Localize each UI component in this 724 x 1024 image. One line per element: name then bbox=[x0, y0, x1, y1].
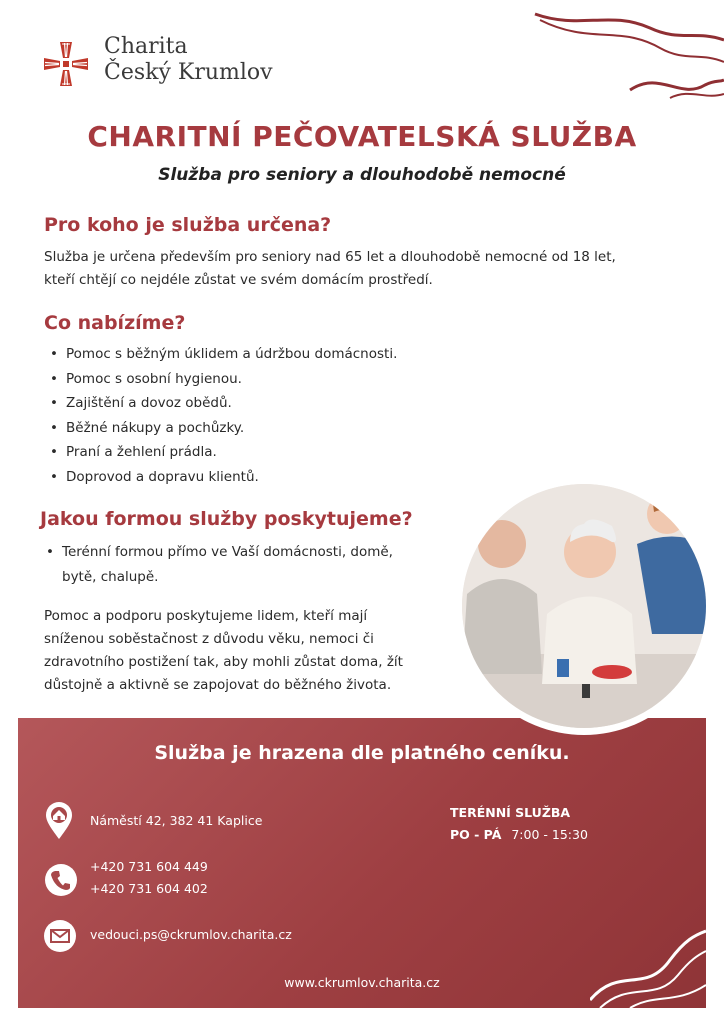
logo-text bbox=[104, 34, 273, 86]
email-icon-bg bbox=[44, 920, 76, 952]
envelope-icon bbox=[44, 920, 76, 952]
logo-line-2: Český Krumlov bbox=[104, 60, 273, 85]
list-item: • Pomoc s běžným úklidem a údržbou domácnosti. bbox=[50, 346, 398, 362]
support-line: Pomoc a podporu poskytujeme lidem, kteří mají bbox=[44, 608, 368, 624]
page-subtitle: Služba pro seniory a dlouhodobě nemocné bbox=[158, 165, 566, 185]
target-group-line: kteří chtějí co nejdéle zůstat ve svém domácím prostředí. bbox=[44, 272, 433, 288]
section-heading-form: Jakou formou služby poskytujeme? bbox=[40, 508, 413, 530]
target-group-line: Služba je určena především pro seniory nad 65 let a dlouhodobě nemocné od 18 let, bbox=[44, 249, 616, 265]
page-title: CHARITNÍ PEČOVATELSKÁ SLUŽBA bbox=[87, 120, 637, 153]
list-item: • Praní a žehlení prádla. bbox=[50, 444, 217, 461]
service-label: TERÉNNÍ SLUŽBA bbox=[450, 805, 571, 820]
phone-icon bbox=[45, 864, 77, 896]
list-item: • Pomoc s osobní hygienou. bbox=[50, 370, 242, 387]
website-link[interactable]: www.ckrumlov.charita.cz bbox=[284, 975, 440, 990]
support-line: důstojně a aktivně se zapojovat do běžného života. bbox=[44, 677, 392, 693]
section-heading-target-group: Pro koho je služba určena? bbox=[44, 214, 332, 236]
form-list bbox=[42, 540, 442, 589]
decorative-swirl bbox=[520, 0, 724, 110]
email-link[interactable]: vedouci.ps@ckrumlov.charita.cz bbox=[90, 927, 292, 942]
charita-cross-icon bbox=[42, 40, 90, 88]
list-item: • Běžné nákupy a pochůzky. bbox=[50, 419, 245, 436]
address-text: Náměstí 42, 382 41 Kaplice bbox=[90, 813, 263, 828]
support-line: zdravotního postižení tak, aby mohli zůstat doma, žít bbox=[44, 654, 403, 670]
target-group-text bbox=[44, 246, 684, 292]
logo-line-1: Charita bbox=[104, 34, 188, 59]
service-days: PO - PÁ bbox=[450, 827, 502, 842]
phone-link[interactable]: +420 731 604 449 bbox=[90, 859, 208, 874]
home-location-pin-icon bbox=[44, 802, 74, 840]
phone-numbers bbox=[90, 856, 208, 900]
seniors-illustration bbox=[462, 484, 706, 728]
decorative-swirl-bottom bbox=[590, 905, 706, 1008]
list-item: • Zajištění a dovoz obědů. bbox=[50, 395, 232, 412]
support-paragraph bbox=[44, 605, 464, 697]
pricing-note: Služba je hrazena dle platného ceníku. bbox=[154, 742, 570, 764]
offer-list bbox=[46, 342, 466, 490]
phone-link[interactable]: +420 731 604 402 bbox=[90, 881, 208, 896]
service-time: 7:00 - 15:30 bbox=[511, 827, 588, 842]
service-hours bbox=[450, 824, 588, 846]
section-heading-offer: Co nabízíme? bbox=[44, 312, 186, 334]
list-item: • Doprovod a dopravu klientů. bbox=[50, 468, 259, 485]
seniors-photo bbox=[462, 484, 706, 728]
support-line: sníženou soběstačnost z důvodu věku, nemoci či bbox=[44, 631, 374, 647]
list-item: • Terénní formou přímo ve Vaší domácnosti, domě, bytě, chalupě. bbox=[46, 544, 393, 585]
phone-icon-bg bbox=[45, 864, 77, 896]
